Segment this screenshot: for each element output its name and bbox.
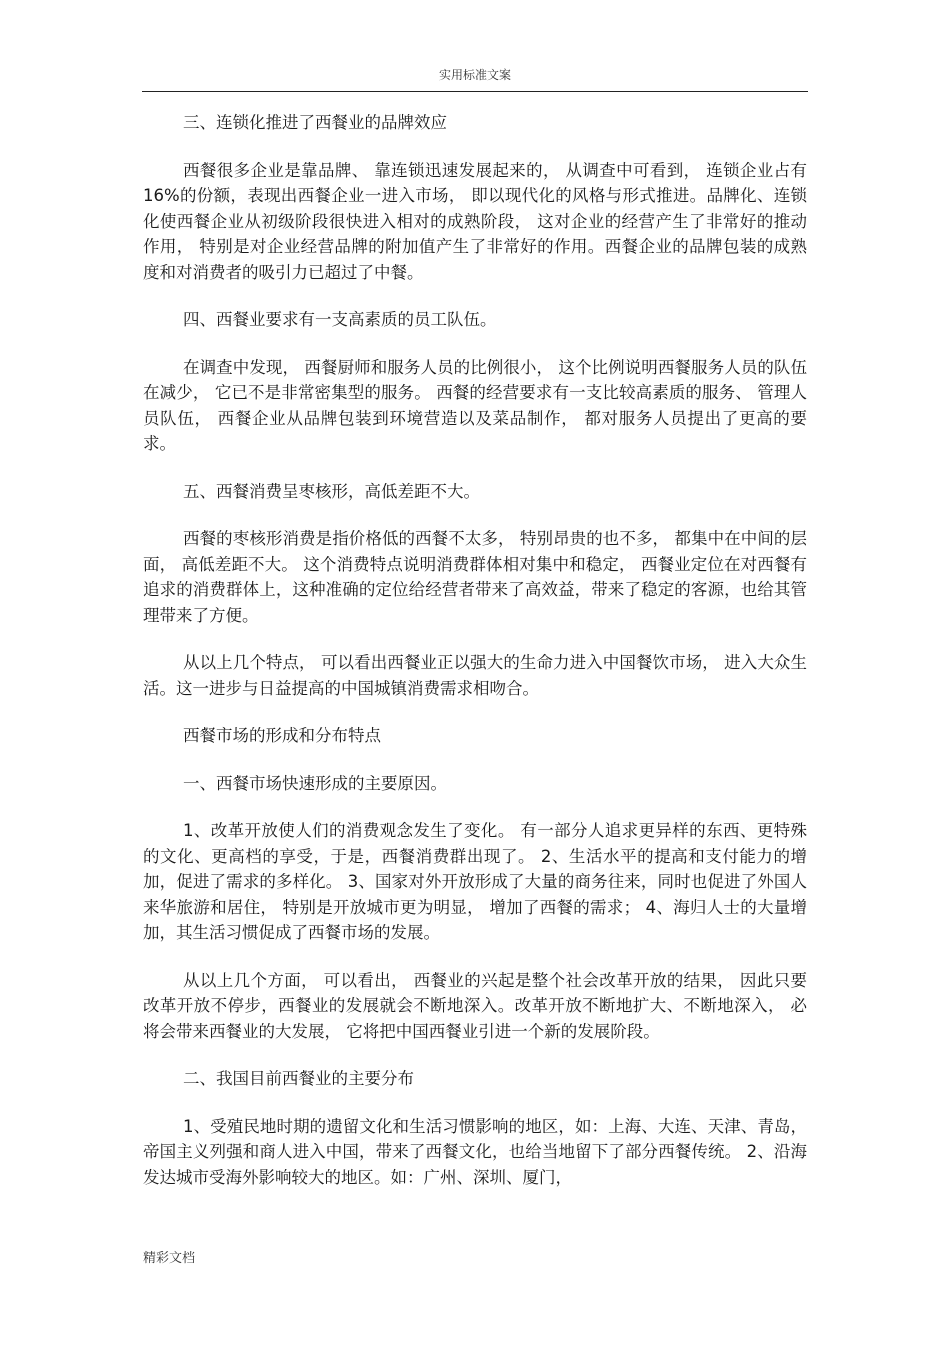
section-heading: 一、西餐市场快速形成的主要原因。 (183, 773, 447, 793)
section-heading: 四、西餐业要求有一支高素质的员工队伍。 (183, 310, 497, 329)
paragraph: 西餐的枣核形消费是指价格低的西餐不太多， 特别昂贵的也不多， 都集中在中间的层面， 高低差距不大。 这个消费特点说明消费群体相对集中和稳定， 西餐业定位在对西餐有追求的消费群体上，这种准确的定位给经营者带来了高效益，带来了稳定的客源，也给其管理带来了方便。 (143, 529, 807, 625)
paragraph: 在调查中发现， 西餐厨师和服务人员的比例很小， 这个比例说明西餐服务人员的队伍在减少， 它已不是非常密集型的服务。 西餐的经营要求有一支比较高素质的服务、 管理人员队伍， 西餐企业从品牌包装到环境营造以及菜品制作， 都对服务人员提出了更高的要求。 (143, 357, 807, 453)
paragraph: 1、受殖民地时期的遗留文化和生活习惯影响的地区，如：上海、大连、天津、青岛，帝国主义列强和商人进入中国，带来了西餐文化，也给当地留下了部分西餐传统。 2、沿海发达城市受海外影响较大的地区。如：广州、深圳、厦门， (143, 1116, 807, 1187)
page-footer: 精彩文档 (143, 1251, 196, 1266)
section-heading: 五、西餐消费呈枣核形，高低差距不大。 (183, 481, 480, 501)
paragraph: 1、改革开放使人们的消费观念发生了变化。 有一部分人追求更异样的东西、更特殊的文化、更高档的享受，于是，西餐消费群出现了。 2、生活水平的提高和支付能力的增加，促进了需求的多样化。 3、国家对外开放形成了大量的商务往来，同时也促进了外国人来华旅游和居住， 特别是开放城市更为明显， 增加了西餐的需求； 4、海归人士的大量增加，其生活习惯促成了西餐市场的发展。 (143, 821, 807, 942)
section-heading: 西餐市场的形成和分布特点 (183, 726, 381, 745)
section-heading: 三、连锁化推进了西餐业的品牌效应 (183, 113, 447, 132)
section-heading: 二、我国目前西餐业的主要分布 (183, 1069, 414, 1088)
paragraph: 从以上几个方面， 可以看出， 西餐业的兴起是整个社会改革开放的结果， 因此只要改革开放不停步，西餐业的发展就会不断地深入。改革开放不断地扩大、不断地深入， 必将会带来西餐业的大发展， 它将把中国西餐业引进一个新的发展阶段。 (143, 970, 807, 1041)
paragraph: 西餐很多企业是靠品牌、 靠连锁迅速发展起来的， 从调查中可看到， 连锁企业占有 16%的份额，表现出西餐企业一进入市场， 即以现代化的风格与形式推进。品牌化、连锁化使西餐企业从初级阶段很快进入相对的成熟阶段， 这对企业的经营产生了非常好的推动作用， 特别是对企业经营品牌的附加值产生了非常好的作用。西餐企业的品牌包装的成熟度和对消费者的吸引力已超过了中餐。 (143, 160, 807, 282)
document-body (143, 110, 807, 1212)
page-header: 实用标准文案 (438, 68, 511, 82)
paragraph: 从以上几个特点， 可以看出西餐业正以强大的生命力进入中国餐饮市场， 进入大众生活。这一进步与日益提高的中国城镇消费需求相吻合。 (143, 653, 807, 698)
header-divider (142, 91, 808, 92)
